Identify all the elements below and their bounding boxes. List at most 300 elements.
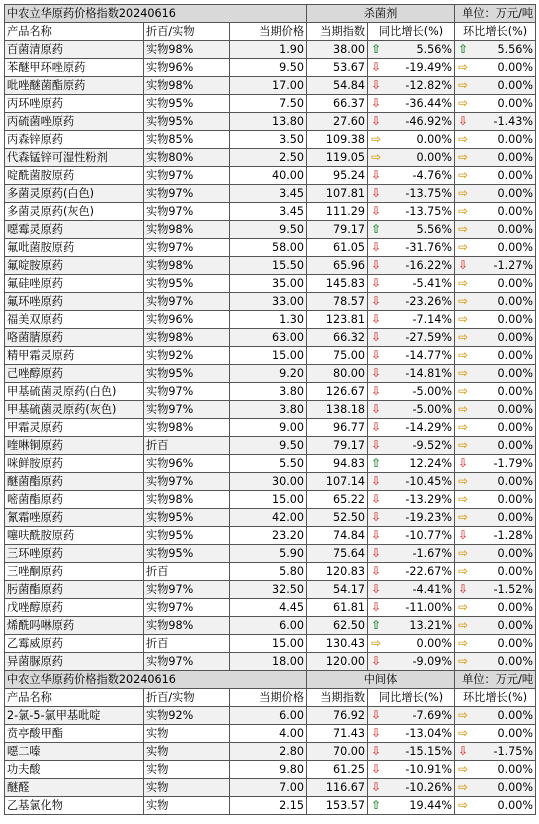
trend-flat-arrow-icon: ⇨ (458, 564, 469, 578)
current-index: 27.60 (307, 113, 368, 131)
product-name: 喹啉铜原药 (5, 437, 144, 455)
product-name: 咪鲜胺原药 (5, 455, 144, 473)
current-price: 32.50 (230, 581, 307, 599)
current-index: 80.00 (307, 365, 368, 383)
product-name: 醚醛 (5, 779, 144, 797)
mom-change-value: 0.00% (497, 223, 534, 236)
product-name: 肟菌酯原药 (5, 581, 144, 599)
section-category: 中间体 (307, 671, 455, 689)
mom-change-value: 0.00% (497, 349, 534, 362)
product-spec: 实物80% (144, 149, 230, 167)
product-spec: 折百 (144, 635, 230, 653)
product-name: 丙环唑原药 (5, 95, 144, 113)
trend-down-arrow-icon: ⇩ (370, 600, 382, 614)
mom-change (455, 545, 536, 563)
product-name: 噁霉灵原药 (5, 221, 144, 239)
mom-change (455, 473, 536, 491)
mom-change-value: 0.00% (497, 475, 534, 488)
trend-down-arrow-icon: ⇩ (370, 78, 382, 92)
current-index: 116.67 (307, 779, 368, 797)
yoy-change (368, 401, 455, 419)
current-price: 30.00 (230, 473, 307, 491)
mom-change (455, 779, 536, 797)
trend-flat-arrow-icon: ⇨ (458, 618, 469, 632)
table-row (5, 707, 536, 725)
current-index: 65.96 (307, 257, 368, 275)
product-spec: 实物95% (144, 275, 230, 293)
mom-change (455, 95, 536, 113)
trend-down-arrow-icon: ⇩ (370, 726, 382, 740)
mom-change-value: -1.52% (493, 583, 534, 596)
table-row (5, 275, 536, 293)
mom-change (455, 185, 536, 203)
product-spec: 实物98% (144, 329, 230, 347)
product-name: 氟硅唑原药 (5, 275, 144, 293)
mom-change (455, 797, 536, 815)
table-row (5, 527, 536, 545)
trend-flat-arrow-icon: ⇨ (458, 168, 469, 182)
trend-flat-arrow-icon: ⇨ (458, 330, 469, 344)
yoy-change (368, 563, 455, 581)
yoy-change-value: -14.77% (405, 349, 453, 362)
mom-change-value: 0.00% (497, 799, 534, 812)
yoy-change-value: -10.77% (405, 529, 453, 542)
current-price: 40.00 (230, 167, 307, 185)
yoy-change-value: -15.15% (405, 745, 453, 758)
current-index: 126.67 (307, 383, 368, 401)
mom-change (455, 617, 536, 635)
current-index: 107.14 (307, 473, 368, 491)
yoy-change (368, 743, 455, 761)
current-index: 53.67 (307, 59, 368, 77)
mom-change-value: 0.00% (497, 385, 534, 398)
table-row (5, 311, 536, 329)
table-row (5, 509, 536, 527)
table-row (5, 329, 536, 347)
trend-down-arrow-icon: ⇩ (458, 528, 469, 542)
yoy-change (368, 239, 455, 257)
current-index: 111.29 (307, 203, 368, 221)
trend-down-arrow-icon: ⇩ (458, 456, 469, 470)
current-price: 3.45 (230, 185, 307, 203)
table-row (5, 383, 536, 401)
product-name: 氟环唑原药 (5, 293, 144, 311)
table-row (5, 149, 536, 167)
product-name: 氟吡菌胺原药 (5, 239, 144, 257)
trend-down-arrow-icon: ⇩ (370, 114, 382, 128)
product-name: 乙基氯化物 (5, 797, 144, 815)
mom-change (455, 455, 536, 473)
trend-flat-arrow-icon: ⇨ (458, 654, 469, 668)
trend-flat-arrow-icon: ⇨ (458, 96, 469, 110)
yoy-change (368, 383, 455, 401)
current-price: 5.50 (230, 455, 307, 473)
product-name: 烯酰吗啉原药 (5, 617, 144, 635)
current-index: 123.81 (307, 311, 368, 329)
trend-down-arrow-icon: ⇩ (458, 114, 469, 128)
trend-down-arrow-icon: ⇩ (370, 348, 382, 362)
yoy-change (368, 599, 455, 617)
product-name: 多菌灵原药(灰色) (5, 203, 144, 221)
current-index: 62.50 (307, 617, 368, 635)
trend-down-arrow-icon: ⇩ (370, 96, 382, 110)
current-price: 5.80 (230, 563, 307, 581)
mom-change-value: 0.00% (497, 205, 534, 218)
current-index: 79.17 (307, 437, 368, 455)
yoy-change (368, 275, 455, 293)
trend-flat-arrow-icon: ⇨ (458, 780, 469, 794)
trend-flat-arrow-icon: ⇨ (458, 420, 469, 434)
table-row (5, 581, 536, 599)
trend-down-arrow-icon: ⇩ (370, 744, 382, 758)
table-row (5, 797, 536, 815)
product-name: 嘧菌酯原药 (5, 491, 144, 509)
product-spec: 实物 (144, 761, 230, 779)
product-spec: 实物 (144, 725, 230, 743)
trend-down-arrow-icon: ⇩ (370, 654, 382, 668)
trend-down-arrow-icon: ⇩ (370, 168, 382, 182)
mom-change-value: 0.00% (497, 493, 534, 506)
trend-down-arrow-icon: ⇩ (370, 438, 382, 452)
current-price: 9.50 (230, 437, 307, 455)
mom-change-value: -1.43% (493, 115, 534, 128)
yoy-change-value: 19.44% (409, 799, 453, 812)
yoy-change-value: -46.92% (405, 115, 453, 128)
current-price: 15.00 (230, 491, 307, 509)
product-name: 精甲霜灵原药 (5, 347, 144, 365)
current-price: 7.50 (230, 95, 307, 113)
trend-down-arrow-icon: ⇩ (458, 744, 469, 758)
column-header-row (5, 23, 536, 41)
product-name: 氰霜唑原药 (5, 509, 144, 527)
product-name: 氟啶胺原药 (5, 257, 144, 275)
current-price: 5.90 (230, 545, 307, 563)
yoy-change-value: -1.67% (412, 547, 453, 560)
trend-up-arrow-icon: ⇧ (370, 798, 382, 812)
product-name: 噁二嗪 (5, 743, 144, 761)
yoy-change (368, 149, 455, 167)
mom-change-value: 0.00% (497, 727, 534, 740)
current-index: 79.17 (307, 221, 368, 239)
table-row (5, 347, 536, 365)
mom-change-value: 0.00% (497, 169, 534, 182)
yoy-change (368, 545, 455, 563)
current-price: 9.00 (230, 419, 307, 437)
current-index: 52.50 (307, 509, 368, 527)
trend-down-arrow-icon: ⇩ (458, 582, 469, 596)
product-name: 丙森锌原药 (5, 131, 144, 149)
mom-change-value: 0.00% (497, 637, 534, 650)
mom-change-value: 0.00% (497, 655, 534, 668)
yoy-change (368, 329, 455, 347)
yoy-change-value: -16.22% (405, 259, 453, 272)
yoy-change (368, 797, 455, 815)
yoy-change (368, 491, 455, 509)
product-spec: 实物 (144, 779, 230, 797)
yoy-change-value: -10.26% (405, 781, 453, 794)
current-index: 145.83 (307, 275, 368, 293)
current-price: 33.00 (230, 293, 307, 311)
yoy-change (368, 509, 455, 527)
yoy-change-value: 0.00% (416, 151, 453, 164)
current-index: 109.38 (307, 131, 368, 149)
current-price: 7.00 (230, 779, 307, 797)
trend-flat-arrow-icon: ⇨ (458, 348, 469, 362)
mom-change (455, 41, 536, 59)
yoy-change-value: -14.29% (405, 421, 453, 434)
product-spec: 实物97% (144, 599, 230, 617)
product-spec: 实物95% (144, 95, 230, 113)
table-row (5, 473, 536, 491)
mom-change (455, 311, 536, 329)
trend-down-arrow-icon: ⇩ (370, 60, 382, 74)
trend-flat-arrow-icon: ⇨ (458, 222, 469, 236)
yoy-change-value: 5.56% (416, 223, 453, 236)
product-spec: 实物85% (144, 131, 230, 149)
product-spec: 实物98% (144, 491, 230, 509)
mom-change-value: -1.28% (493, 529, 534, 542)
product-spec: 实物95% (144, 113, 230, 131)
trend-down-arrow-icon: ⇩ (370, 366, 382, 380)
current-price: 4.45 (230, 599, 307, 617)
trend-down-arrow-icon: ⇩ (370, 582, 382, 596)
current-price: 1.30 (230, 311, 307, 329)
yoy-change-value: -13.29% (405, 493, 453, 506)
current-price: 58.00 (230, 239, 307, 257)
current-price: 9.80 (230, 761, 307, 779)
section-title: 中农立华原药价格指数20240616 (5, 671, 307, 689)
price-index-sheet (4, 4, 535, 815)
mom-change (455, 437, 536, 455)
mom-change (455, 401, 536, 419)
trend-down-arrow-icon: ⇩ (370, 564, 382, 578)
trend-flat-arrow-icon: ⇨ (458, 798, 469, 812)
yoy-change-value: 0.00% (416, 133, 453, 146)
current-price: 6.00 (230, 617, 307, 635)
product-name: 啶酰菌胺原药 (5, 167, 144, 185)
trend-flat-arrow-icon: ⇨ (458, 438, 469, 452)
mom-change (455, 113, 536, 131)
yoy-change-value: -9.09% (412, 655, 453, 668)
trend-flat-arrow-icon: ⇨ (370, 132, 382, 146)
mom-change-value: 0.00% (497, 547, 534, 560)
mom-change (455, 239, 536, 257)
yoy-change-value: -7.14% (412, 313, 453, 326)
mom-change (455, 167, 536, 185)
product-name: 功夫酸 (5, 761, 144, 779)
mom-change (455, 743, 536, 761)
mom-change-value: 0.00% (497, 313, 534, 326)
table-row (5, 365, 536, 383)
column-header: 产品名称 (5, 23, 144, 41)
yoy-change (368, 725, 455, 743)
table-row (5, 635, 536, 653)
yoy-change (368, 95, 455, 113)
yoy-change (368, 311, 455, 329)
section-title-row (5, 671, 536, 689)
mom-change-value: 0.00% (497, 187, 534, 200)
mom-change (455, 59, 536, 77)
current-price: 18.00 (230, 653, 307, 671)
yoy-change (368, 203, 455, 221)
product-spec: 折百 (144, 563, 230, 581)
current-price: 3.50 (230, 131, 307, 149)
current-price: 9.20 (230, 365, 307, 383)
table-row (5, 41, 536, 59)
section-category: 杀菌剂 (307, 5, 455, 23)
table-row (5, 77, 536, 95)
mom-change (455, 329, 536, 347)
mom-change-value: 0.00% (497, 511, 534, 524)
current-price: 2.15 (230, 797, 307, 815)
trend-flat-arrow-icon: ⇨ (458, 276, 469, 290)
mom-change-value: 5.56% (497, 43, 534, 56)
yoy-change (368, 635, 455, 653)
trend-flat-arrow-icon: ⇨ (458, 60, 469, 74)
yoy-change (368, 113, 455, 131)
price-index-table (4, 4, 536, 815)
yoy-change (368, 221, 455, 239)
trend-flat-arrow-icon: ⇨ (458, 708, 469, 722)
product-spec: 实物98% (144, 617, 230, 635)
mom-change-value: 0.00% (497, 277, 534, 290)
yoy-change-value: -4.41% (412, 583, 453, 596)
trend-down-arrow-icon: ⇩ (370, 510, 382, 524)
mom-change-value: 0.00% (497, 781, 534, 794)
trend-down-arrow-icon: ⇩ (370, 204, 382, 218)
table-row (5, 617, 536, 635)
trend-flat-arrow-icon: ⇨ (370, 150, 382, 164)
trend-flat-arrow-icon: ⇨ (458, 312, 469, 326)
mom-change-value: 0.00% (497, 619, 534, 632)
current-price: 6.00 (230, 707, 307, 725)
mom-change (455, 527, 536, 545)
trend-flat-arrow-icon: ⇨ (458, 150, 469, 164)
trend-down-arrow-icon: ⇩ (370, 240, 382, 254)
mom-change-value: 0.00% (497, 421, 534, 434)
table-row (5, 95, 536, 113)
product-name: 2-氯-5-氯甲基吡啶 (5, 707, 144, 725)
current-index: 54.17 (307, 581, 368, 599)
mom-change (455, 635, 536, 653)
current-index: 66.37 (307, 95, 368, 113)
column-header-row (5, 689, 536, 707)
current-index: 75.64 (307, 545, 368, 563)
table-row (5, 437, 536, 455)
table-row (5, 779, 536, 797)
product-spec: 实物95% (144, 545, 230, 563)
mom-change (455, 725, 536, 743)
mom-change-value: 0.00% (497, 331, 534, 344)
mom-change (455, 365, 536, 383)
mom-change (455, 131, 536, 149)
current-price: 15.50 (230, 257, 307, 275)
column-header: 当期价格 (230, 23, 307, 41)
mom-change (455, 293, 536, 311)
product-name: 戊唑醇原药 (5, 599, 144, 617)
trend-up-arrow-icon: ⇧ (370, 618, 382, 632)
yoy-change (368, 41, 455, 59)
trend-up-arrow-icon: ⇧ (370, 42, 382, 56)
trend-down-arrow-icon: ⇩ (370, 294, 382, 308)
table-row (5, 545, 536, 563)
current-index: 138.18 (307, 401, 368, 419)
product-spec: 实物96% (144, 59, 230, 77)
current-price: 17.00 (230, 77, 307, 95)
trend-down-arrow-icon: ⇩ (370, 186, 382, 200)
product-name: 丙硫菌唑原药 (5, 113, 144, 131)
yoy-change-value: -13.04% (405, 727, 453, 740)
trend-flat-arrow-icon: ⇨ (458, 510, 469, 524)
yoy-change-value: -9.52% (412, 439, 453, 452)
product-spec: 实物 (144, 797, 230, 815)
mom-change-value: -1.27% (493, 259, 534, 272)
yoy-change (368, 419, 455, 437)
yoy-change (368, 293, 455, 311)
yoy-change-value: -19.49% (405, 61, 453, 74)
yoy-change (368, 167, 455, 185)
mom-change (455, 491, 536, 509)
product-spec: 实物98% (144, 41, 230, 59)
yoy-change-value: -12.82% (405, 79, 453, 92)
current-price: 3.80 (230, 401, 307, 419)
column-header: 环比增长(%) (455, 23, 536, 41)
trend-flat-arrow-icon: ⇨ (458, 474, 469, 488)
table-row (5, 455, 536, 473)
yoy-change-value: -5.41% (412, 277, 453, 290)
table-row (5, 239, 536, 257)
yoy-change-value: -10.45% (405, 475, 453, 488)
mom-change (455, 275, 536, 293)
column-header: 当期指数 (307, 23, 368, 41)
current-price: 4.00 (230, 725, 307, 743)
mom-change (455, 563, 536, 581)
trend-flat-arrow-icon: ⇨ (370, 636, 382, 650)
current-index: 70.00 (307, 743, 368, 761)
yoy-change (368, 365, 455, 383)
product-spec: 实物97% (144, 167, 230, 185)
table-row (5, 743, 536, 761)
product-name: 苯醚甲环唑原药 (5, 59, 144, 77)
table-row (5, 761, 536, 779)
yoy-change-value: 5.56% (416, 43, 453, 56)
mom-change (455, 581, 536, 599)
product-spec: 实物98% (144, 257, 230, 275)
mom-change (455, 77, 536, 95)
table-row (5, 59, 536, 77)
mom-change-value: 0.00% (497, 97, 534, 110)
current-price: 3.45 (230, 203, 307, 221)
trend-flat-arrow-icon: ⇨ (458, 762, 469, 776)
current-index: 96.77 (307, 419, 368, 437)
trend-down-arrow-icon: ⇩ (370, 474, 382, 488)
mom-change-value: 0.00% (497, 79, 534, 92)
current-index: 120.83 (307, 563, 368, 581)
product-name: 贲亭酸甲酯 (5, 725, 144, 743)
current-price: 2.80 (230, 743, 307, 761)
yoy-change-value: -5.00% (412, 385, 453, 398)
yoy-change (368, 131, 455, 149)
column-header: 产品名称 (5, 689, 144, 707)
current-index: 119.05 (307, 149, 368, 167)
table-row (5, 599, 536, 617)
mom-change-value: -1.75% (493, 745, 534, 758)
mom-change (455, 221, 536, 239)
mom-change (455, 707, 536, 725)
mom-change-value: 0.00% (497, 565, 534, 578)
yoy-change-value: -19.23% (405, 511, 453, 524)
yoy-change-value: -22.67% (405, 565, 453, 578)
